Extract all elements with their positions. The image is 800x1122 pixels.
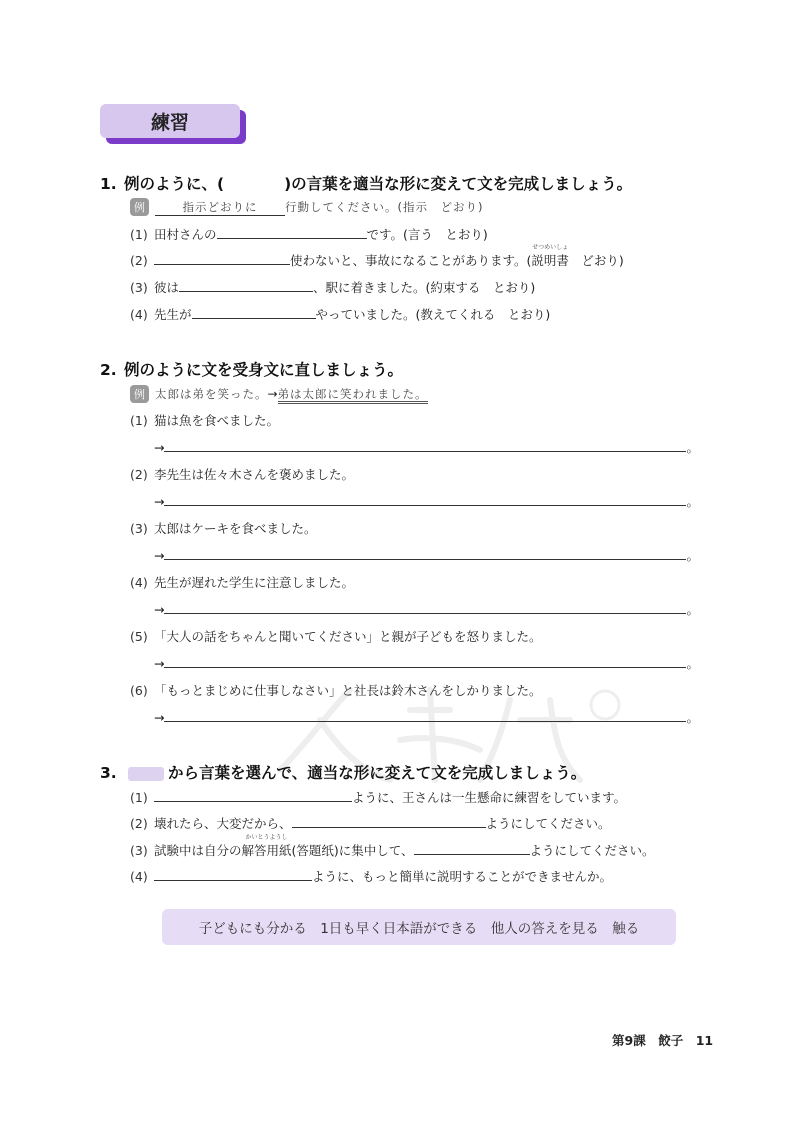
example-fill: 指示どおりに: [155, 199, 285, 216]
item-post: ように、もっと簡単に説明することができませんか。: [312, 869, 613, 884]
answer-blank[interactable]: [179, 278, 313, 292]
section1-item-2: [130, 244, 624, 269]
title-banner: [100, 104, 248, 144]
section3-instruction: から言葉を選んで、適当な形に変えて文を完成しましょう。: [168, 764, 587, 782]
section2-item-6: [130, 681, 542, 699]
section2-number: 2.: [100, 361, 117, 379]
example-badge: 例: [130, 385, 149, 403]
ruby-base: 解答用紙: [241, 843, 292, 858]
arrow: →: [154, 710, 165, 725]
section3-number: 3.: [100, 764, 117, 782]
item-text: 先生が遅れた学生に注意しました。: [154, 575, 355, 590]
section3-heading: [100, 761, 586, 783]
section2-item-3: [130, 519, 317, 537]
section1-instruction-b: )の言葉を適当な形に変えて文を完成しましょう。: [284, 175, 633, 193]
section2-answer-1: [154, 438, 699, 456]
ruby-word: [241, 834, 292, 859]
item-post: 使わないと、事故になることがあります。(: [290, 253, 532, 268]
item-pre: 試験中は自分の: [154, 843, 242, 858]
item-number: (6): [130, 683, 148, 698]
arrow: →: [154, 548, 165, 563]
answer-line[interactable]: [164, 654, 686, 668]
section2-example: [130, 385, 428, 403]
section1-item-4: [130, 305, 550, 323]
section1-number: 1.: [100, 175, 117, 193]
item-post: ようにしてください。: [529, 843, 655, 858]
arrow: →: [154, 494, 165, 509]
section2-item-5: [130, 627, 542, 645]
section3-item-4: [130, 867, 612, 885]
answer-blank[interactable]: [154, 788, 352, 802]
example-rest: 行動してください。(指示 どおり): [285, 200, 484, 214]
item-pre: 先生が: [154, 307, 192, 322]
section3-item-1: [130, 788, 626, 806]
item-number: (5): [130, 629, 148, 644]
answer-line[interactable]: [164, 438, 686, 452]
item-text: 「大人の話をちゃんと聞いてください」と親が子どもを怒りました。: [154, 629, 542, 644]
item-number: (1): [130, 227, 148, 242]
section2-heading: [100, 358, 403, 380]
example-answer: 弟は太郎に笑われました。: [278, 387, 428, 404]
answer-blank[interactable]: [217, 225, 367, 239]
answer-blank[interactable]: [414, 841, 530, 855]
item-post: ようにしてください。: [485, 816, 611, 831]
word-box-marker: [128, 767, 164, 781]
answer-line[interactable]: [164, 600, 686, 614]
section1-item-3: [130, 278, 535, 296]
section1-example: [130, 198, 483, 216]
section2-item-2: [130, 465, 354, 483]
section3-item-3: [130, 834, 655, 859]
item-number: (1): [130, 413, 148, 428]
word-choice-box: 子どもにも分かる 1日も早く日本語ができる 他人の答えを見る 触る: [162, 909, 676, 945]
item-post: 、駅に着きました。(約束する とおり): [313, 280, 536, 295]
example-arrow: →: [267, 387, 278, 401]
section2-answer-5: [154, 654, 699, 672]
item-number: (1): [130, 790, 148, 805]
answer-line[interactable]: [164, 708, 686, 722]
section3-item-2: [130, 814, 611, 832]
item-post: です。(言う とおり): [366, 227, 488, 242]
ruby-text: かいとうようし: [245, 834, 288, 841]
item-number: (2): [130, 253, 148, 268]
answer-blank[interactable]: [154, 867, 312, 881]
item-number: (4): [130, 869, 148, 884]
ruby-text: せつめいしょ: [532, 244, 569, 251]
item-post: やっていました。(教えてくれる とおり): [315, 307, 551, 322]
period: 。: [686, 656, 699, 671]
section2-answer-2: [154, 492, 699, 510]
period: 。: [686, 602, 699, 617]
item-pre: 彼は: [154, 280, 180, 295]
period: 。: [686, 494, 699, 509]
item-post2: どおり): [568, 253, 624, 268]
item-number: (2): [130, 467, 148, 482]
answer-blank[interactable]: [292, 814, 486, 828]
period: 。: [686, 548, 699, 563]
section1-heading: [100, 172, 632, 194]
item-post: ように、王さんは一生懸命に練習をしています。: [352, 790, 627, 805]
item-number: (2): [130, 816, 148, 831]
period: 。: [686, 710, 699, 725]
item-number: (3): [130, 843, 148, 858]
example-text: 太郎は弟を笑った。: [155, 387, 268, 401]
item-pre: 田村さんの: [154, 227, 217, 242]
page-footer: 第9課 餃子 11: [612, 1033, 714, 1048]
section2-answer-4: [154, 600, 699, 618]
ruby-word: [531, 244, 569, 269]
item-number: (3): [130, 521, 148, 536]
section2-item-1: [130, 411, 279, 429]
answer-line[interactable]: [164, 492, 686, 506]
answer-blank[interactable]: [192, 305, 316, 319]
section2-answer-3: [154, 546, 699, 564]
item-text: 李先生は佐々木さんを褒めました。: [154, 467, 355, 482]
item-pre2: (答題纸)に集中して、: [291, 843, 414, 858]
item-number: (3): [130, 280, 148, 295]
section2-item-4: [130, 573, 354, 591]
section2-answer-6: [154, 708, 699, 726]
arrow: →: [154, 440, 165, 455]
section2-instruction: 例のように文を受身文に直しましょう。: [124, 361, 404, 379]
period: 。: [686, 440, 699, 455]
item-number: (4): [130, 307, 148, 322]
item-text: 太郎はケーキを食べました。: [154, 521, 317, 536]
item-text: 猫は魚を食べました。: [154, 413, 280, 428]
arrow: →: [154, 656, 165, 671]
example-badge: 例: [130, 198, 149, 216]
item-pre: 壊れたら、大変だから、: [154, 816, 292, 831]
section1-instruction-a: 例のように、(: [124, 175, 225, 193]
item-text: 「もっとまじめに仕事しなさい」と社長は鈴木さんをしかりました。: [154, 683, 542, 698]
answer-line[interactable]: [164, 546, 686, 560]
answer-blank[interactable]: [154, 251, 290, 265]
arrow: →: [154, 602, 165, 617]
section1-item-1: [130, 225, 488, 243]
page-title: 練習: [100, 104, 240, 138]
ruby-base: 説明書: [531, 253, 569, 268]
item-number: (4): [130, 575, 148, 590]
